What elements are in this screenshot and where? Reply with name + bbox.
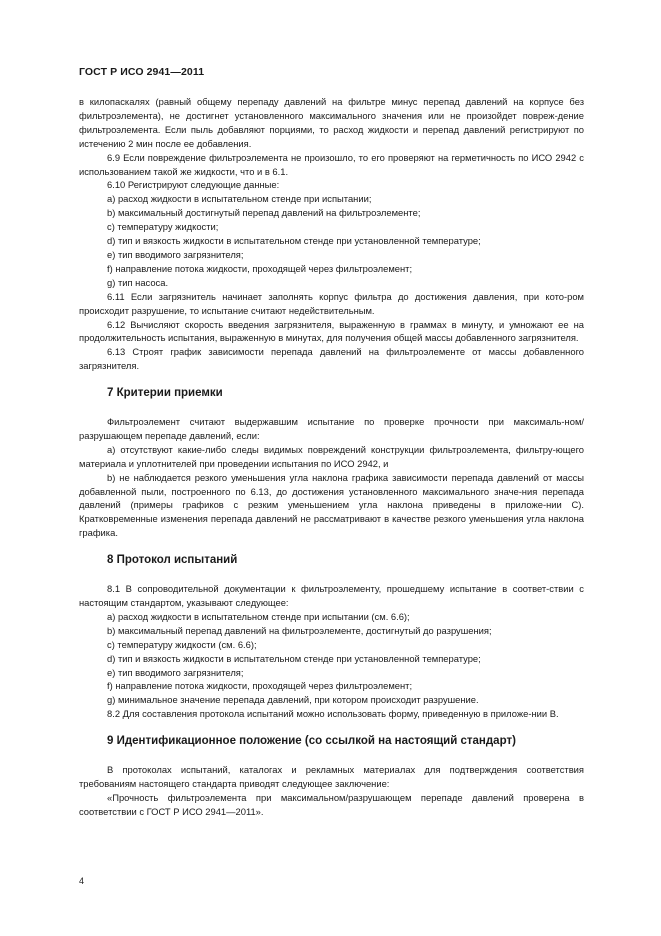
list-item: b) максимальный достигнутый перепад давлений на фильтроэлементе; xyxy=(107,207,421,219)
document-body xyxy=(79,95,584,819)
section-9-paragraph: В протоколах испытаний, каталогах и рекламных материалах для подтверждения соответствия требованиям настоящего стандарта приводят следующее заключение: xyxy=(79,764,584,789)
paragraph-6-13: 6.13 Строят график зависимости перепада давлений на фильтроэлементе от массы добавленного загрязнителя. xyxy=(79,346,584,372)
list-item: d) тип и вязкость жидкости в испытательном стенде при установленной температуре; xyxy=(107,235,481,247)
paragraph-6-9: 6.9 Если повреждение фильтроэлемента не произошло, то его проверяют на герметичность по ИСО 2942 с использованием такой же жидкости, что и в 6.1. xyxy=(79,151,584,177)
paragraph-6-12: 6.12 Вычисляют скорость введения загрязнителя, выраженную в граммах в минуту, и умножают ее на продолжительность испытания, выраженную в минутах, для получения общей массы добавленного загрязнителя. xyxy=(79,318,584,344)
paragraph-8-1: 8.1 В сопроводительной документации к фильтроэлементу, прошедшему испытание в соответ-ствии с настоящим стандартом, указывают следующее: xyxy=(79,583,584,608)
document-header: ГОСТ Р ИСО 2941—2011 xyxy=(79,66,205,78)
section-7-intro: Фильтроэлемент считают выдержавшим испытание по проверке прочности при максималь-ном/разрушающем перепаде давлений, если: xyxy=(79,416,584,441)
list-item: g) тип насоса. xyxy=(107,276,169,288)
list-item: d) тип и вязкость жидкости в испытательном стенде при установленной температуре; xyxy=(107,652,481,664)
list-item: g) минимальное значение перепада давлений, при котором происходит разрушение. xyxy=(107,694,479,706)
section-8-heading: 8 Протокол испытаний xyxy=(107,554,238,567)
list-item: a) расход жидкости в испытательном стенде при испытании; xyxy=(107,193,372,205)
section-7-item-b: b) не наблюдается резкого уменьшения угла наклона графика зависимости перепада давлений от массы добавленной пыли, построенного по 6.13, до достижения установленного максимального значе-ния перепада давлений (примеры графиков с резким уменьшением угла наклона приведены в приложе-нии С). Кратковременные изменения перепада давлений не рассматривают в качестве резкого уменьшения угла наклона графика. xyxy=(79,471,584,539)
paragraph-6-10: 6.10 Регистрируют следующие данные: xyxy=(107,179,280,191)
section-7-heading: 7 Критерии приемки xyxy=(107,387,223,400)
list-item: e) тип вводимого загрязнителя; xyxy=(107,248,244,260)
list-item: a) расход жидкости в испытательном стенде при испытании (см. 6.6); xyxy=(107,610,410,622)
paragraph-continuation: в килопаскалях (равный общему перепаду давлений на фильтре минус перепад давлений на корпусе без фильтроэлемента), не достигнет установленного максимального значения или не произойдет повреж-дение фильтроэлемента. Если пыль добавляют порциями, то расход жидкости и перепад давлений регистрируют по истечению 2 мин после ее добавления. xyxy=(79,96,584,149)
list-item: f) направление потока жидкости, проходящей через фильтроэлемент; xyxy=(107,680,413,692)
list-item: f) направление потока жидкости, проходящей через фильтроэлемент; xyxy=(107,262,413,274)
list-item: c) температуру жидкости; xyxy=(107,221,219,233)
section-7-item-a: a) отсутствуют какие-либо следы видимых повреждений конструкции фильтроэлемента, фильтру-ющего материала и уплотнителей при проведении испытания по ИСО 2942, и xyxy=(79,443,584,469)
section-9-heading: 9 Идентификационное положение (со ссылкой на настоящий стандарт) xyxy=(107,735,516,748)
list-item: b) максимальный перепад давлений на фильтроэлементе, достигнутый до разрушения; xyxy=(107,624,492,636)
list-item: c) температуру жидкости (см. 6.6); xyxy=(107,638,257,650)
section-9-quote: «Прочность фильтроэлемента при максимальном/разрушающем перепаде давлений проверена в соответствии с ГОСТ Р ИСО 2941—2011». xyxy=(79,791,584,817)
list-item: e) тип вводимого загрязнителя; xyxy=(107,666,244,678)
paragraph-8-2: 8.2 Для составления протокола испытаний можно использовать форму, приведенную в приложе-нии В. xyxy=(107,708,559,720)
page-number: 4 xyxy=(79,876,85,886)
paragraph-6-11: 6.11 Если загрязнитель начинает заполнять корпус фильтра до достижения давления, при кото-ром происходит разрушение, то испытание считают недействительным. xyxy=(79,290,584,316)
